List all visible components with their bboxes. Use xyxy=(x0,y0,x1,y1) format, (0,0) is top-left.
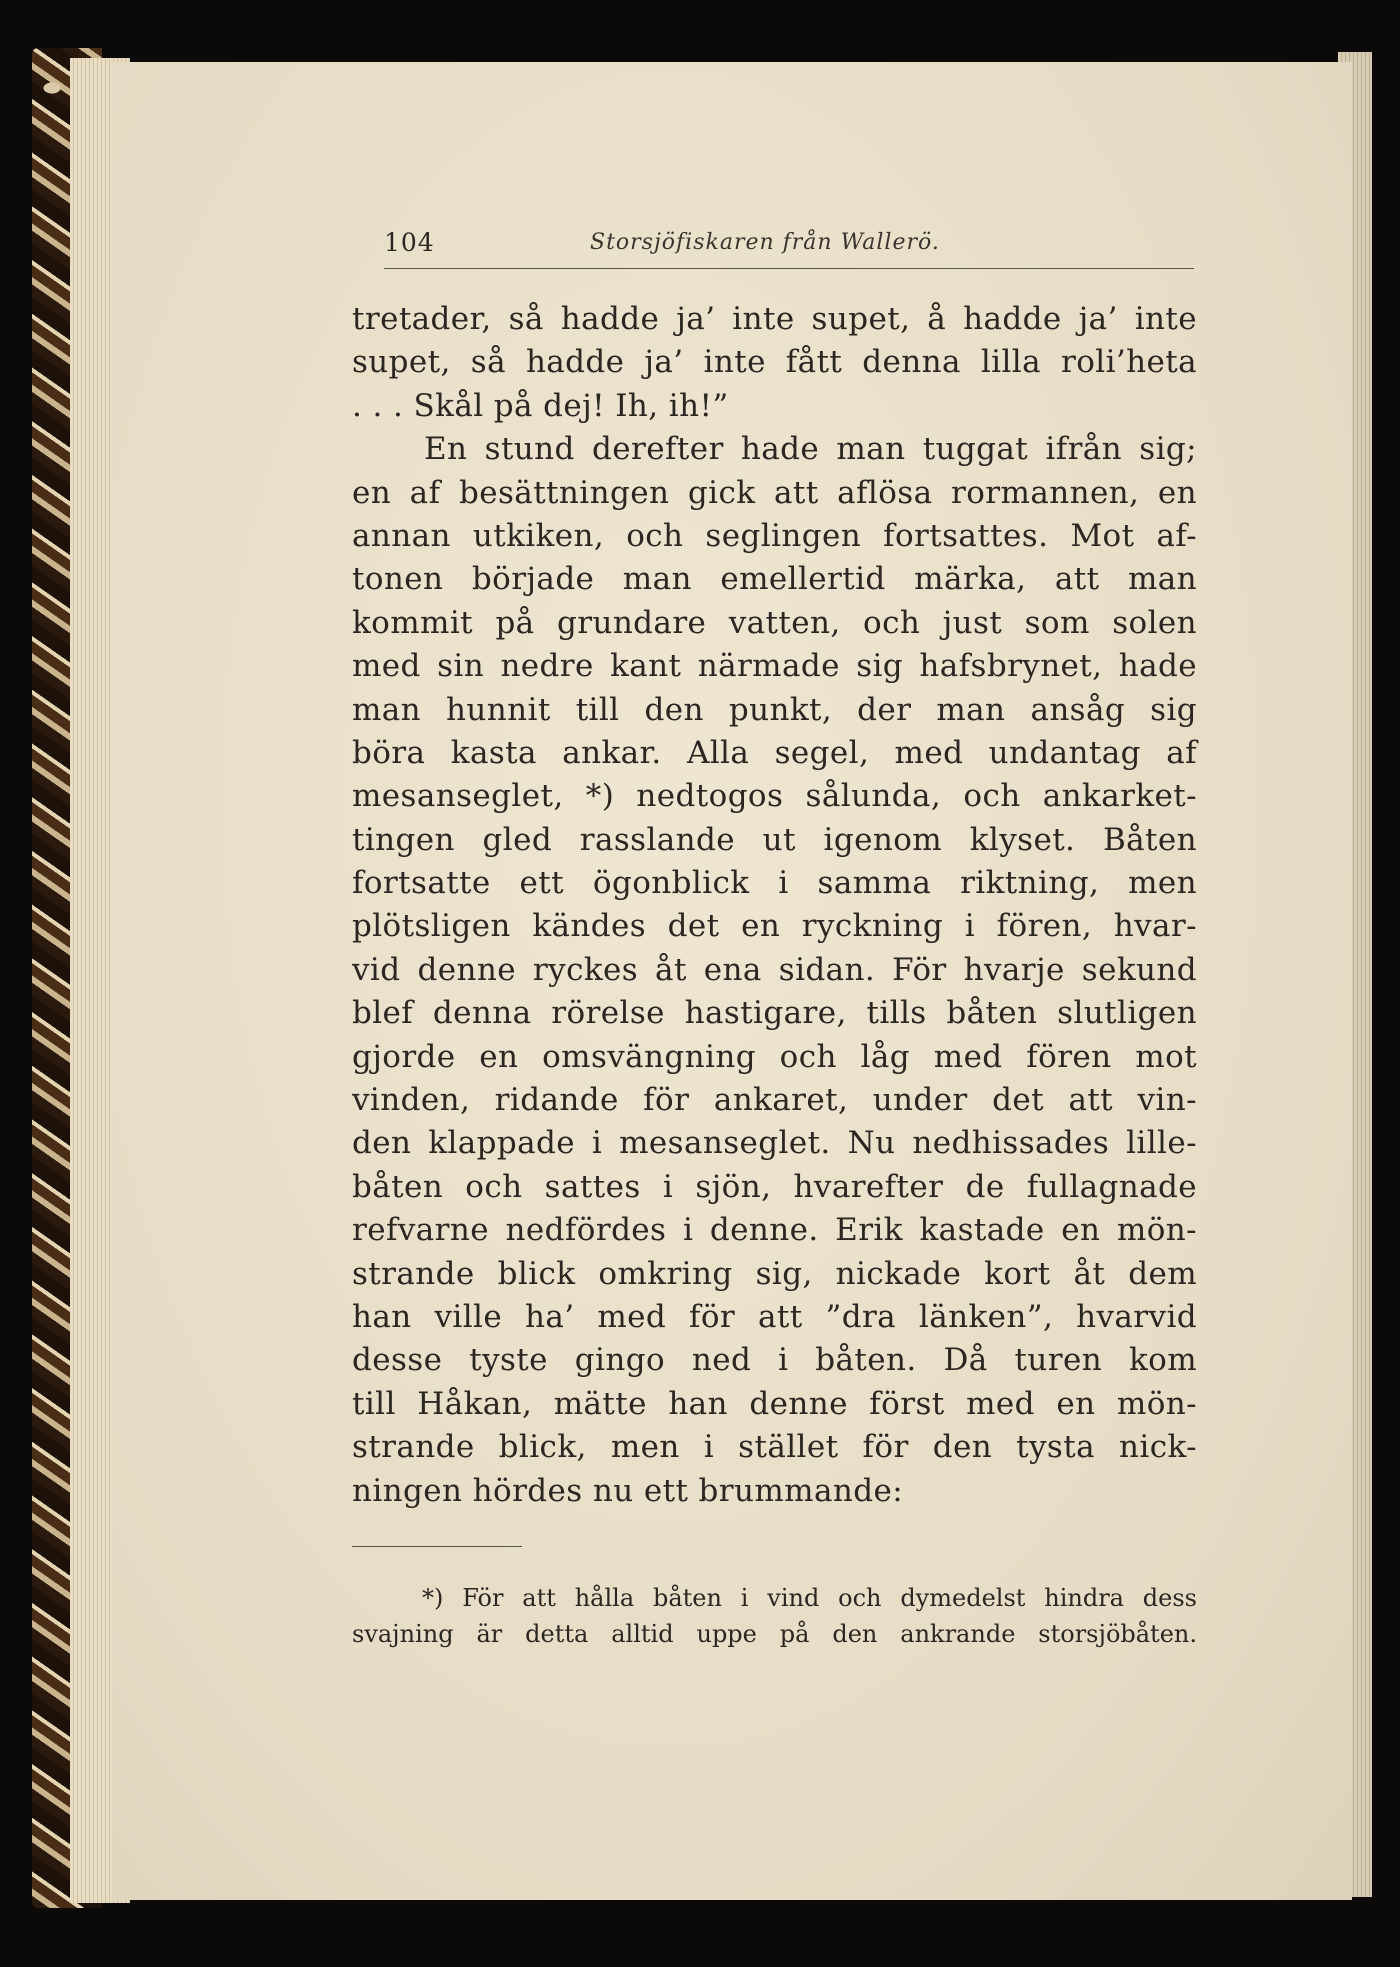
footnote xyxy=(352,1580,1197,1652)
page-number: 104 xyxy=(384,228,435,257)
text-line: böra kasta ankar. Alla segel, med undantag af xyxy=(352,734,1197,771)
text-line: mesanseglet, *) nedtogos sålunda, och ankarket- xyxy=(352,778,1197,815)
running-head xyxy=(112,228,1352,268)
body-text xyxy=(352,298,1197,1513)
text-line: strande blick omkring sig, nickade kort åt dem xyxy=(352,1255,1197,1292)
text-line: strande blick, men i stället för den tysta nick- xyxy=(352,1429,1197,1466)
text-line: tonen började man emellertid märka, att man xyxy=(352,561,1197,598)
text-line: gjorde en omsvängning och låg med fören mot xyxy=(352,1038,1197,1075)
text-line: ningen hördes nu ett brummande: xyxy=(352,1472,904,1509)
text-line: desse tyste gingo ned i båten. Då turen kom xyxy=(352,1342,1197,1379)
text-line: man hunnit till den punkt, der man ansåg sig xyxy=(352,691,1197,728)
footnote-line: *) För att hålla båten i vind och dymedelst hindra dess xyxy=(422,1584,1197,1612)
paragraph-start-line: En stund derefter hade man tuggat ifrån sig; xyxy=(424,431,1197,468)
text-line: refvarne nedfördes i denne. Erik kastade en mön- xyxy=(352,1212,1197,1249)
text-line: han ville ha’ med för att ”dra länken”, hvarvid xyxy=(352,1298,1197,1335)
text-line: fortsatte ett ögonblick i samma riktning, men xyxy=(352,865,1197,902)
text-line: blef denna rörelse hastigare, tills båten slutligen xyxy=(352,995,1197,1032)
text-line: tretader, så hadde ja’ inte supet, å hadde ja’ inte xyxy=(352,301,1197,337)
text-line: den klappade i mesanseglet. Nu nedhissades lille- xyxy=(352,1125,1197,1162)
header-rule xyxy=(384,268,1194,269)
text-line: tingen gled rasslande ut igenom klyset. Båten xyxy=(352,821,1197,858)
text-line: annan utkiken, och seglingen fortsattes. Mot af- xyxy=(352,517,1197,554)
text-line: kommit på grundare vatten, och just som solen xyxy=(352,604,1197,641)
text-line: . . . Skål på dej! Ih, ih!” xyxy=(352,387,729,424)
book-page xyxy=(112,62,1352,1900)
text-line: vid denne ryckes åt ena sidan. För hvarje sekund xyxy=(352,951,1197,988)
text-line: med sin nedre kant närmade sig hafsbrynet, hade xyxy=(352,648,1197,685)
text-line: båten och sattes i sjön, hvarefter de fullagnade xyxy=(352,1168,1197,1205)
running-title: Storsjöfiskaren från Wallerö. xyxy=(590,230,940,255)
text-line: plötsligen kändes det en ryckning i fören, hvar- xyxy=(352,908,1197,945)
text-line: till Håkan, mätte han denne först med en mön- xyxy=(352,1385,1197,1422)
text-line: supet, så hadde ja’ inte fått denna lilla roli’heta xyxy=(352,344,1197,381)
footnote-rule xyxy=(352,1546,522,1547)
footnote-line: svajning är detta alltid uppe på den ankrande storsjöbåten. xyxy=(352,1620,1197,1648)
text-line: vinden, ridande för ankaret, under det att vin- xyxy=(352,1082,1197,1119)
text-line: en af besättningen gick att aflösa rormannen, en xyxy=(352,474,1197,511)
